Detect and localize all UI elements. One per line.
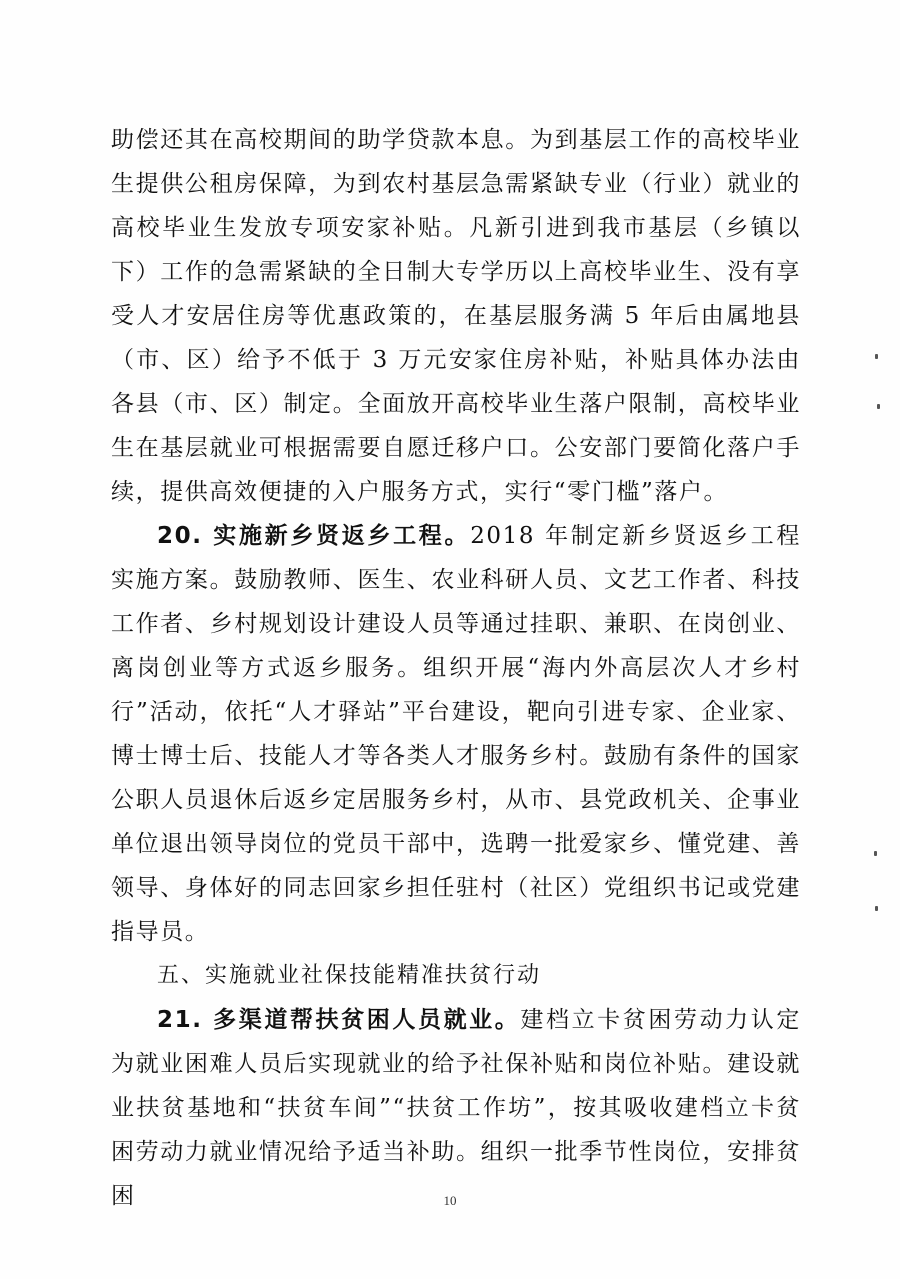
paragraph-text: 2018 年制定新乡贤返乡工程实施方案。鼓励教师、医生、农业科研人员、文艺工作者、科技工作者、乡村规划设计建设人员等通过挂职、兼职、在岗创业、离岗创业等方式返乡服务。组织开展“海内外高层次人才乡村行”活动，依托“人才驿站”平台建设，靶向引进专家、企业家、博士博士后、技能人才等各类人才服务乡村。鼓励有条件的国家公职人员退休后返乡定居服务乡村，从市、县党政机关、企事业单位退出领导岗位的党员干部中，选聘一批爱家乡、懂党建、善领导、身体好的同志回家乡担任驻村（社区）党组织书记或党建指导员。 — [111, 523, 801, 945]
page-number: 10 — [443, 1193, 457, 1208]
document-body — [111, 118, 801, 1218]
paragraph-item-21 — [111, 998, 801, 1218]
item-21-title: 21. 多渠道帮扶贫困人员就业。 — [157, 1007, 521, 1033]
section-heading-5: 五、实施就业社保技能精准扶贫行动 — [157, 963, 542, 988]
paragraph-housing-subsidy — [111, 118, 801, 514]
paragraph-item-20 — [111, 514, 801, 954]
scan-speck — [874, 851, 877, 856]
scan-speck — [877, 404, 880, 409]
paragraph-text: 建档立卡贫困劳动力认定为就业困难人员后实现就业的给予社保补贴和岗位补贴。建设就业扶贫基地和“扶贫车间”“扶贫工作坊”，按其吸收建档立卡贫困劳动力就业情况给予适当补助。组织一批季节性岗位，安排贫困 — [111, 1007, 801, 1209]
item-20-title: 20. 实施新乡贤返乡工程。 — [157, 523, 471, 549]
scan-speck — [875, 906, 878, 911]
scan-speck — [875, 354, 878, 359]
paragraph-text: 助偿还其在高校期间的助学贷款本息。为到基层工作的高校毕业生提供公租房保障，为到农村基层急需紧缺专业（行业）就业的高校毕业生发放专项安家补贴。凡新引进到我市基层（乡镇以下）工作的急需紧缺的全日制大专学历以上高校毕业生、没有享受人才安居住房等优惠政策的，在基层服务满 5 年后由属地县（市、区）给予不低于 3 万元安家住房补贴，补贴具体办法由各县（市、区）制定。全面放开高校毕业生落户限制，高校毕业生在基层就业可根据需要自愿迁移户口。公安部门要简化落户手续，提供高效便捷的入户服务方式，实行“零门槛”落户。 — [111, 127, 801, 505]
